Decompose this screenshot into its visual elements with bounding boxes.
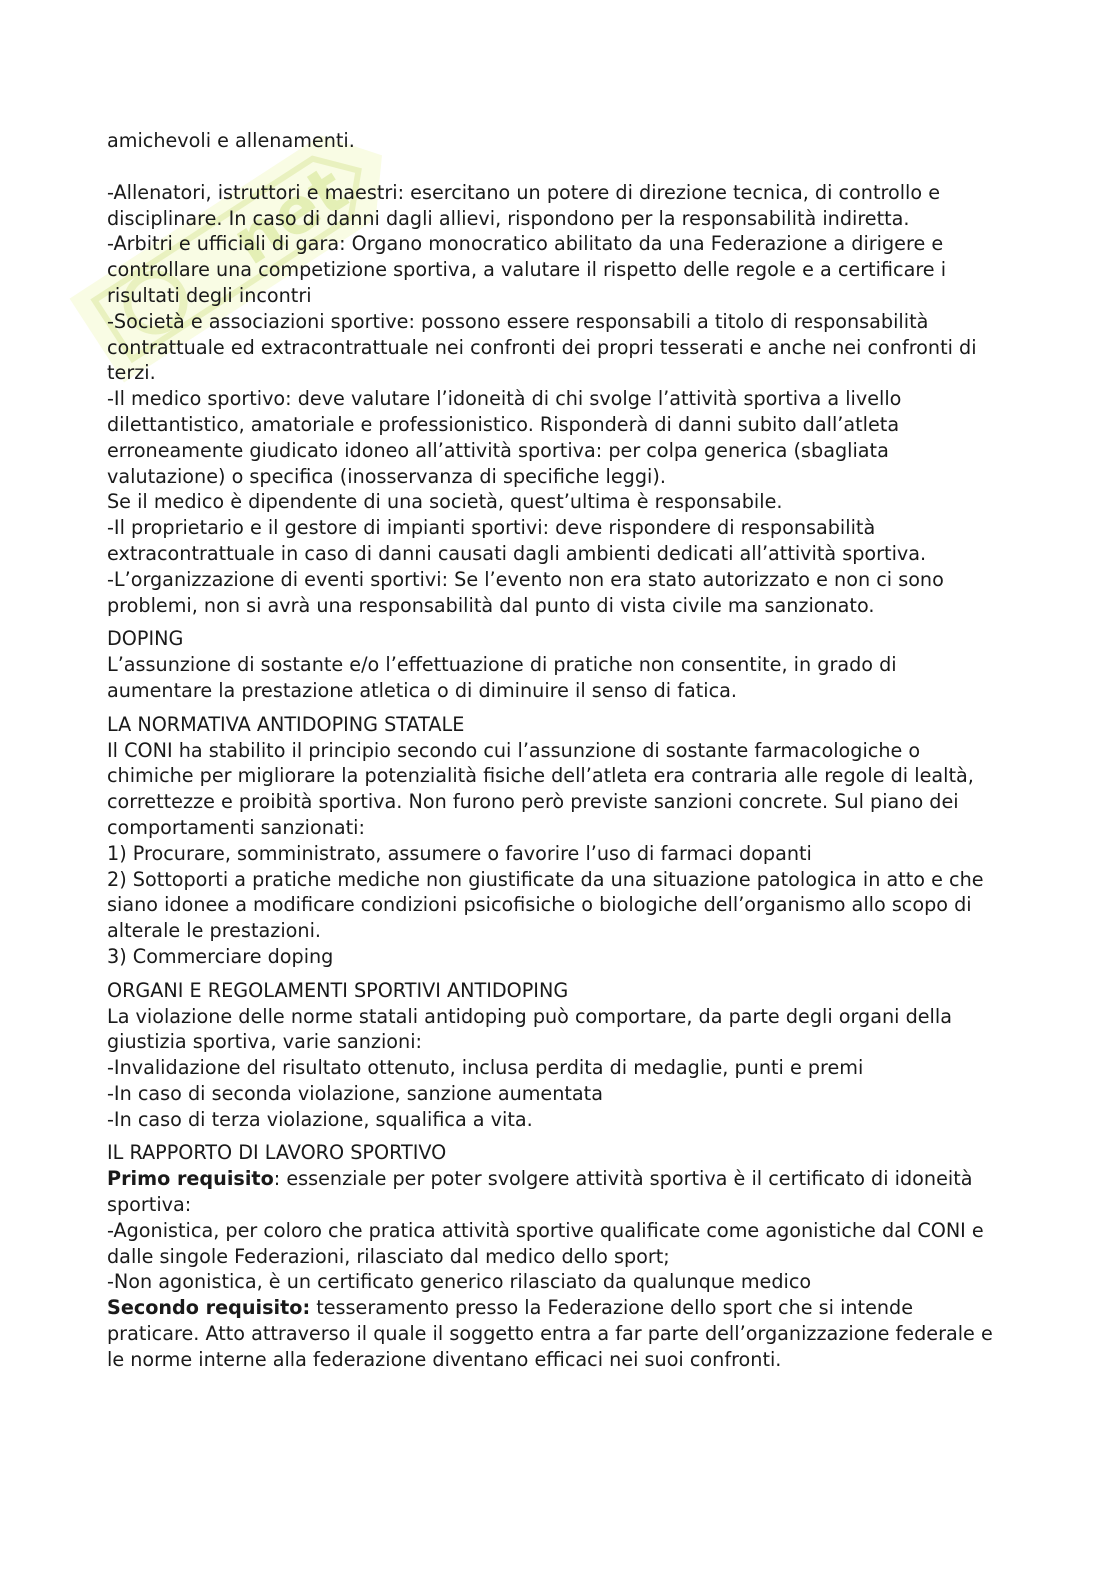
normativa-text: Il CONI ha stabilito il principio secondo cui l’assunzione di sostante farmacologiche o chimiche per migliorare la potenzialità fisiche dell’atleta era contraria alle regole di lealtà, correttezze e proibità sportiva. Non furono però previste sanzioni concrete. Sul piano dei comportamenti sanzionati:: [107, 738, 980, 839]
document-body: [107, 128, 1007, 1373]
doping-heading: DOPING: [107, 627, 184, 651]
agonistica-item: -Agonistica, per coloro che pratica attività sportive qualificate come agonistiche dal CONI e dalle singole Federazioni, rilasciato dal medico dello sport;: [107, 1218, 990, 1268]
organi-heading: ORGANI E REGOLAMENTI SPORTIVI ANTIDOPING: [107, 978, 569, 1002]
lavoro-heading: IL RAPPORTO DI LAVORO SPORTIVO: [107, 1141, 447, 1165]
role-medico: -Il medico sportivo: deve valutare l’idoneità di chi svolge l’attività sportiva a livello dilettantistico, amatoriale e professionistico. Risponderà di danni subito dall’atleta erroneamente giudicato idoneo all’attività sportiva: per colpa generica (sbagliata valutazione) o specifica (inosservanza di specifiche leggi).: [107, 387, 908, 488]
secondo-requisito-label: Secondo requisito:: [107, 1296, 311, 1320]
normativa-item-3: 3) Commerciare doping: [107, 944, 334, 968]
intro-line: amichevoli e allenamenti.: [107, 129, 355, 152]
organi-item-3: -In caso di terza violazione, squalifica a vita.: [107, 1107, 533, 1131]
doping-text: L’assunzione di sostante e/o l’effettuazione di pratiche non consentite, in grado di aumentare la prestazione atletica o di diminuire il senso di fatica.: [107, 653, 903, 702]
secondo-requisito-text: tesseramento presso la Federazione dello sport che si intende praticare. Atto attraverso il quale il soggetto entra a far parte dell’organizzazione federale e le norme interne alla federazione diventano efficaci nei suoi confronti.: [107, 1296, 999, 1371]
role-allenatori: -Allenatori, istruttori e maestri: esercitano un potere di direzione tecnica, di controllo e disciplinare. In caso di danni dagli allievi, rispondono per la responsabilità indiretta.: [107, 180, 947, 230]
primo-requisito-label: Primo requisito: [107, 1167, 274, 1191]
organi-item-2: -In caso di seconda violazione, sanzione aumentata: [107, 1081, 603, 1105]
normativa-item-1: 1) Procurare, somministrato, assumere o favorire l’uso di farmaci dopanti: [107, 841, 812, 865]
role-proprietario: -Il proprietario e il gestore di impianti sportivi: deve rispondere di responsabilità extracontrattuale in caso di danni causati dagli ambienti dedicati all’attività sportiva.: [107, 516, 927, 565]
role-societa: -Società e associazioni sportive: possono essere responsabili a titolo di responsabilità contrattuale ed extracontrattuale nei confronti dei propri tesserati e anche nei confronti di terzi.: [107, 309, 983, 385]
primo-requisito-text: : essenziale per poter svolgere attività sportiva è il certificato di idoneità sportiva:: [107, 1167, 979, 1217]
role-organizzazione: -L’organizzazione di eventi sportivi: Se l’evento non era stato autorizzato e non ci sono problemi, non si avrà una responsabilità dal punto di vista civile ma sanzionato.: [107, 567, 950, 617]
primo-requisito: [107, 1166, 1007, 1218]
organi-item-1: -Invalidazione del risultato ottenuto, inclusa perdita di medaglie, punti e premi: [107, 1056, 864, 1080]
role-medico-dipendente: Se il medico è dipendente di una società, quest’ultima è responsabile.: [107, 490, 783, 514]
non-agonistica-item: -Non agonistica, è un certificato generico rilasciato da qualunque medico: [107, 1270, 812, 1294]
normativa-heading: LA NORMATIVA ANTIDOPING STATALE: [107, 712, 465, 736]
normativa-item-2: 2) Sottoporti a pratiche mediche non giustificate da una situazione patologica in atto e che siano idonee a modificare condizioni psicofisiche o biologiche dell’organismo allo scopo di alterale le prestazioni.: [107, 867, 990, 943]
role-arbitri: -Arbitri e ufficiali di gara: Organo monocratico abilitato da una Federazione a dirigere e controllare una competizione sportiva, a valutare il rispetto delle regole e a certificare i risultati degli incontri: [107, 232, 953, 307]
secondo-requisito: [107, 1295, 1007, 1372]
watermark-brand-text: net: [219, 152, 361, 280]
organi-text: La violazione delle norme statali antidoping può comportare, da parte degli organi della giustizia sportiva, varie sanzioni:: [107, 1004, 959, 1054]
